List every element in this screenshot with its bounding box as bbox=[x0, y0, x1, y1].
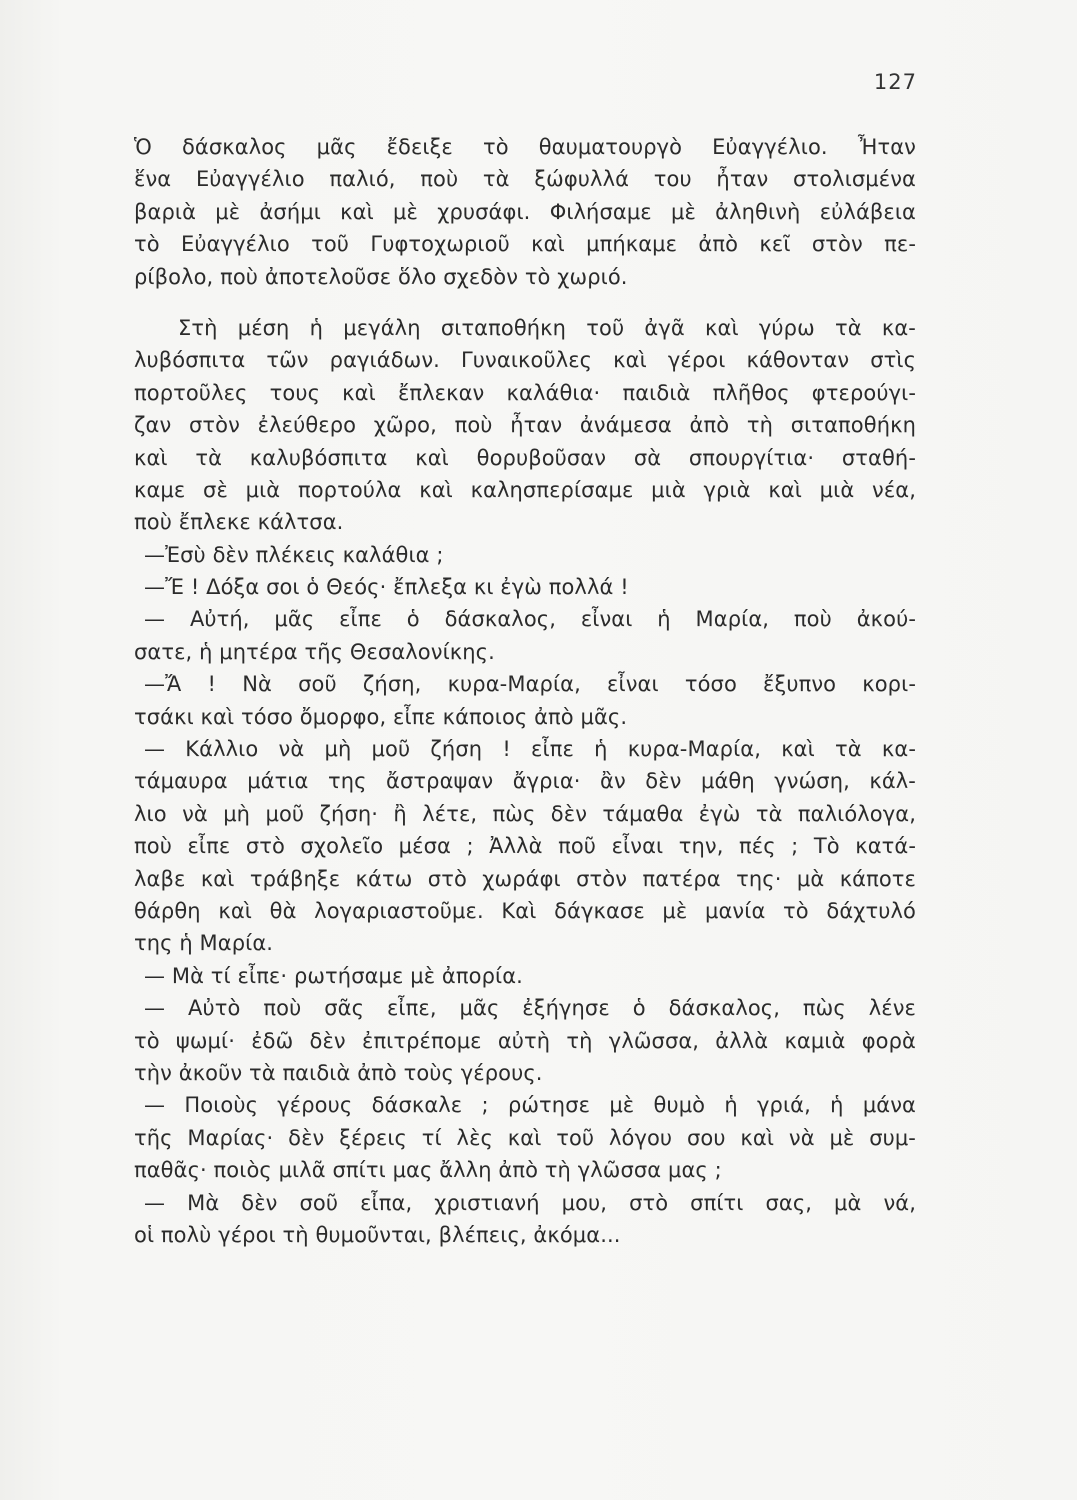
text-line: τὴν ἀκοῦν τὰ παιδιὰ ἀπὸ τοὺς γέρους. bbox=[134, 1060, 543, 1085]
text-line: —Ἄ ! Νὰ σοῦ ζήση, κυρα-Μαρία, εἶναι τόσο ἔξυπνο κορι- bbox=[144, 672, 916, 697]
text-line: ποὺ εἶπε στὸ σχολεῖο μέσα ; Ἀλλὰ ποῦ εἶναι την, πές ; Τὸ κατά- bbox=[134, 834, 916, 859]
text-line: πορτοῦλες τους καὶ ἔπλεκαν καλάθια· παιδιὰ πλῆθος φτερούγι- bbox=[134, 380, 916, 405]
page-number: 127 bbox=[873, 70, 917, 94]
text-line: Στὴ μέση ἡ μεγάλη σιταποθήκη τοῦ ἀγᾶ καὶ γύρω τὰ κα- bbox=[178, 315, 916, 340]
text-line: ποὺ ἔπλεκε κάλτσα. bbox=[134, 510, 344, 535]
text-line: ρίβολο, ποὺ ἀποτελοῦσε ὅλο σχεδὸν τὸ χωριό. bbox=[134, 264, 628, 289]
body-text bbox=[134, 131, 916, 1251]
text-line: λυβόσπιτα τῶν ραγιάδων. Γυναικοῦλες καὶ γέροι κάθονταν στὶς bbox=[134, 348, 916, 373]
text-line: — Μὰ τί εἶπε· ρωτήσαμε μὲ ἀπορία. bbox=[144, 963, 523, 988]
text-line: καμε σὲ μιὰ πορτούλα καὶ καλησπερίσαμε μιὰ γριὰ καὶ μιὰ νέα, bbox=[134, 477, 916, 502]
text-line: τάμαυρα μάτια της ἄστραψαν ἄγρια· ἂν δὲν μάθη γνώση, κάλ- bbox=[134, 769, 916, 794]
text-line: βαριὰ μὲ ἀσήμι καὶ μὲ χρυσάφι. Φιλήσαμε μὲ ἀληθινὴ εὐλάβεια bbox=[134, 199, 916, 224]
text-line: τὸ ψωμί· ἐδῶ δὲν ἐπιτρέπομε αὐτὴ τὴ γλῶσσα, ἀλλὰ καμιὰ φορὰ bbox=[134, 1028, 916, 1053]
text-line: της ἡ Μαρία. bbox=[134, 931, 274, 956]
text-line: τσάκι καὶ τόσο ὄμορφο, εἶπε κάποιος ἀπὸ μᾶς. bbox=[134, 704, 628, 729]
text-line: καὶ τὰ καλυβόσπιτα καὶ θορυβοῦσαν σὰ σπουργίτια· σταθή- bbox=[134, 445, 916, 470]
text-line: τῆς Μαρίας· δὲν ξέρεις τί λὲς καὶ τοῦ λόγου σου καὶ νὰ μὲ συμ- bbox=[134, 1125, 916, 1150]
text-line: λαβε καὶ τράβηξε κάτω στὸ χωράφι στὸν πατέρα της· μὰ κάποτε bbox=[134, 866, 916, 891]
text-line: — Ποιοὺς γέρους δάσκαλε ; ρώτησε μὲ θυμὸ ἡ γριά, ἡ μάνα bbox=[144, 1093, 916, 1118]
text-line: — Αὐτή, μᾶς εἶπε ὁ δάσκαλος, εἶναι ἡ Μαρία, ποὺ ἀκού- bbox=[144, 607, 916, 632]
text-line: Ὁ δάσκαλος μᾶς ἔδειξε τὸ θαυματουργὸ Εὐαγγέλιο. Ἦταν bbox=[134, 135, 916, 159]
text-line: ἕνα Εὐαγγέλιο παλιό, ποὺ τὰ ξώφυλλά του ἦταν στολισμένα bbox=[134, 167, 916, 192]
text-line: — Μὰ δὲν σοῦ εἶπα, χριστιανή μου, στὸ σπίτι σας, μὰ νά, bbox=[144, 1190, 916, 1215]
text-line: τὸ Εὐαγγέλιο τοῦ Γυφτοχωριοῦ καὶ μπήκαμε ἀπὸ κεῖ στὸν πε- bbox=[134, 232, 916, 257]
text-line: ζαν στὸν ἐλεύθερο χῶρο, ποὺ ἦταν ἀνάμεσα ἀπὸ τὴ σιταποθήκη bbox=[134, 413, 916, 438]
text-line: λιο νὰ μὴ μοῦ ζήση· ἢ λέτε, πὼς δὲν τάμαθα ἐγὼ τὰ παλιόλογα, bbox=[134, 801, 916, 826]
text-line: — Κάλλιο νὰ μὴ μοῦ ζήση ! εἶπε ἡ κυρα-Μαρία, καὶ τὰ κα- bbox=[144, 737, 916, 762]
text-line: σατε, ἡ μητέρα τῆς Θεσαλονίκης. bbox=[134, 639, 495, 664]
text-line: θάρθη καὶ θὰ λογαριαστοῦμε. Καὶ δάγκασε μὲ μανία τὸ δάχτυλό bbox=[134, 898, 916, 923]
text-line: οἱ πολὺ γέροι τὴ θυμοῦνται, βλέπεις, ἀκόμα... bbox=[134, 1222, 621, 1247]
text-line: —Ἔ ! Δόξα σοι ὁ Θεός· ἔπλεξα κι ἐγὼ πολλά ! bbox=[144, 575, 629, 600]
text-line: παθᾶς· ποιὸς μιλᾶ σπίτι μας ἄλλη ἀπὸ τὴ γλῶσσα μας ; bbox=[134, 1158, 722, 1183]
paragraph-gap bbox=[134, 293, 916, 312]
text-line: — Αὐτὸ ποὺ σᾶς εἶπε, μᾶς ἐξήγησε ὁ δάσκαλος, πὼς λένε bbox=[144, 996, 916, 1021]
text-line: —Ἐσὺ δὲν πλέκεις καλάθια ; bbox=[144, 542, 444, 567]
